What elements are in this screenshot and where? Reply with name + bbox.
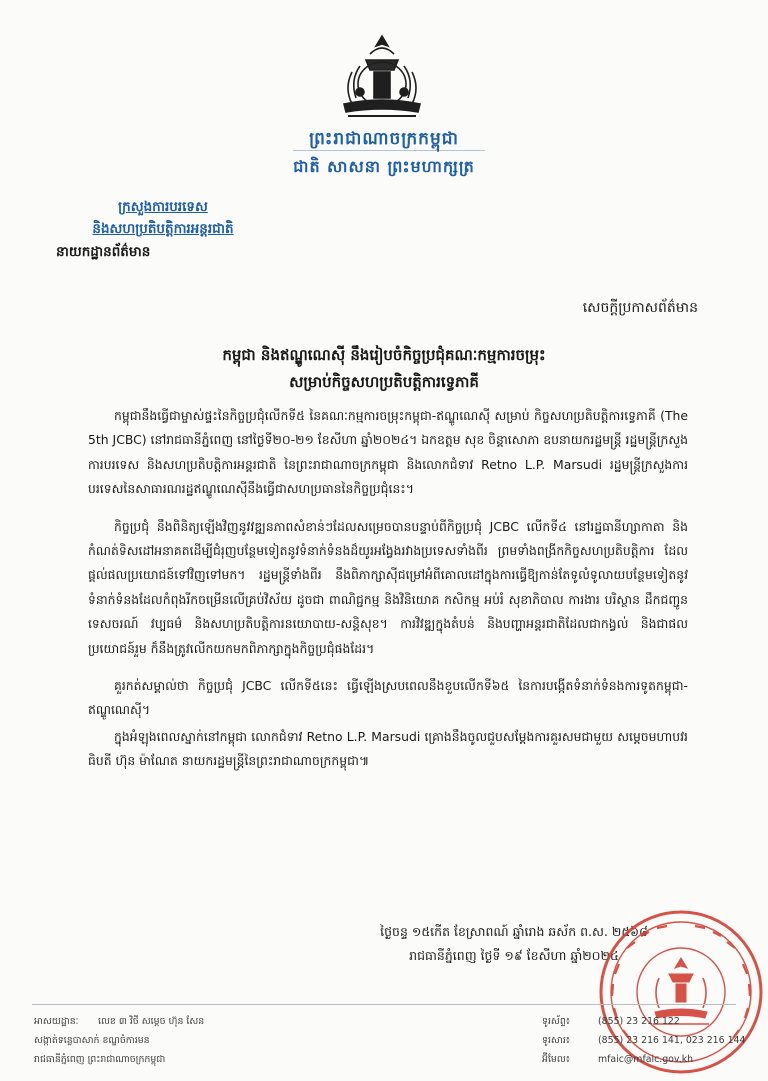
kingdom-divider: [293, 150, 485, 151]
headline-line2: សម្រាប់កិច្ចសហប្រតិបត្តិការទ្វេភាគី: [289, 373, 479, 391]
paragraph-1: កម្ពុជានឹងធ្វើជាម្ចាស់ផ្ទះនៃកិច្ចប្រជុំលើកទី៥ នៃគណៈកម្មការចម្រុះកម្ពុជា-ឥណ្ឌូណេស៊ី សម្រាប់ កិច្ចសហប្រតិបត្តិការទ្វេភាគី (The 5th JCBC) នៅរាជធានីភ្នំពេញ នៅថ្ងៃទី២០-២១ ខែសីហា ឆ្នាំ២០២៤។ ឯកឧត្តម សុខ ចិន្តាសោភា ឧបនាយករដ្ឋមន្ត្រី រដ្ឋមន្ត្រីក្រសួងការបរទេស និងសហប្រតិបត្តិការអន្តរជាតិ នៃព្រះរាជាណាចក្រកម្ពុជា និងលោកជំទាវ Retno L.P. Marsudi រដ្ឋមន្ត្រីក្រសួងការបរទេសនៃសាធារណរដ្ឋឥណ្ឌូណេស៊ីនឹងធ្វើជាសហប្រធាននៃកិច្ចប្រជុំនេះ។: [88, 408, 688, 497]
paragraph-3: គួរកត់សម្គាល់ថា កិច្ចប្រជុំ JCBC លើកទី៥នេះ ធ្វើឡើងស្របពេលនឹងខួបលើកទី៦៥ នៃការបង្កើតទំនាក់ទំនងការទូតកម្ពុជា-ឥណ្ឌូណេស៊ី។: [88, 678, 688, 718]
footer-contacts: [542, 1012, 745, 1069]
paragraph-2: កិច្ចប្រជុំ នឹងពិនិត្យឡើងវិញនូវវឌ្ឍនភាពសំខាន់ៗដែលសម្រេចបានបន្ទាប់ពីកិច្ចប្រជុំ JCBC លើកទី៤ នៅរដ្ឋធានីហ្សាកាតា និងកំណត់ទិសដៅអនាគតដើម្បីជំរុញបន្ថែមទៀតនូវទំនាក់ទំនងដ៏យូរអង្វែងរវាងប្រទេសទាំងពីរ ព្រមទាំងពង្រីកកិច្ចសហប្រតិបត្តិការ ដែលផ្តល់ផលប្រយោជន៍ទៅវិញទៅមក។ រដ្ឋមន្ត្រីទាំងពីរ នឹងពិភាក្សាស៊ីជម្រៅអំពីគោលដៅក្នុងការធ្វើឱ្យកាន់តែទូលំទូលាយបន្ថែមទៀតនូវទំនាក់ទំនងដែលកំពុងរីកចម្រើនលើគ្រប់វិស័យ ដូចជា ពាណិជ្ជកម្ម និងវិនិយោគ កសិកម្ម អប់រំ សុខាភិបាល ការងារ បរិស្ថាន ដឹកជញ្ជូន ទេសចរណ៍ វប្បធម៌ និងសហប្រតិបត្តិការនយោបាយ-សន្តិសុខ។ ការវិវឌ្ឍក្នុងតំបន់ និងបញ្ហាអន្តរជាតិដែលជាកង្វល់ និងជាផលប្រយោជន៍រួម ក៏នឹងត្រូវលើកយកមកពិភាក្សាក្នុងកិច្ចប្រជុំផងដែរ។: [88, 518, 688, 656]
ministry-name-line2: និងសហប្រតិបត្តិការអន្តរជាតិ: [92, 221, 234, 237]
dateline-solar: រាជធានីភ្នំពេញ ថ្ងៃទី ១៩ ខែសីហា ឆ្នាំ២០២៤: [409, 948, 619, 963]
ministry-name-line1: ក្រសួងការបរទេស: [118, 199, 208, 215]
royal-emblem-icon: [330, 32, 434, 122]
fax-value: (855) 23 216 141, 023 216 144: [598, 1035, 746, 1046]
address-line-3: រាជធានីភ្នំពេញ ព្រះរាជាណាចក្រកម្ពុជា: [34, 1054, 166, 1065]
headline: [90, 342, 678, 396]
kingdom-title: ព្រះរាជាណាចក្រកម្ពុជា: [309, 129, 459, 149]
press-release-body: [88, 404, 688, 787]
kingdom-motto: ជាតិ សាសនា ព្រះមហាក្សត្រ: [293, 157, 475, 176]
phone-label: ទូរស័ព្ទ៖: [542, 1016, 570, 1027]
address-line-2: សង្កាត់ទន្លេបាសាក់ ខណ្ឌចំការមន: [34, 1035, 150, 1046]
footer-address: [34, 1012, 204, 1069]
department-name: នាយកដ្ឋានព័ត៌មាន: [56, 244, 151, 260]
phone-value: (855) 23 216 122: [598, 1016, 680, 1027]
address-line-1: លេខ ៣ វិថី សម្តេច ហ៊ុន សែន: [98, 1016, 205, 1027]
document-type: សេចក្តីប្រកាសព័ត៌មាន: [582, 300, 698, 316]
email-value[interactable]: mfaic@mfaic.gov.kh: [598, 1054, 694, 1065]
footer-divider: [32, 1004, 736, 1005]
ministry-block: [48, 196, 278, 264]
paragraph-4: ក្នុងអំឡុងពេលស្នាក់នៅកម្ពុជា លោកជំទាវ Retno L.P. Marsudi គ្រោងនឹងចូលជួបសម្តែងការគួរសមជាមួយ សម្តេចមហាបវរធិបតី ហ៊ុន ម៉ាណែត នាយករដ្ឋមន្ត្រីនៃព្រះរាជាណាចក្រកម្ពុជា៕: [88, 728, 688, 769]
headline-line1: កម្ពុជា និងឥណ្ឌូណេស៊ី នឹងរៀបចំកិច្ចប្រជុំគណៈកម្មការចម្រុះ: [222, 346, 546, 364]
fax-label: ទូរសារ៖: [542, 1035, 570, 1046]
address-label: អាសយដ្ឋានៈ: [34, 1016, 79, 1027]
dateline-lunar: ថ្ងៃចន្ទ ១៥កើត ខែស្រាពណ៍ ឆ្នាំរោង ឆស័ក ព.ស. ២៥៦៨: [380, 924, 648, 939]
email-label: អ៊ីមែល៖: [542, 1054, 570, 1065]
